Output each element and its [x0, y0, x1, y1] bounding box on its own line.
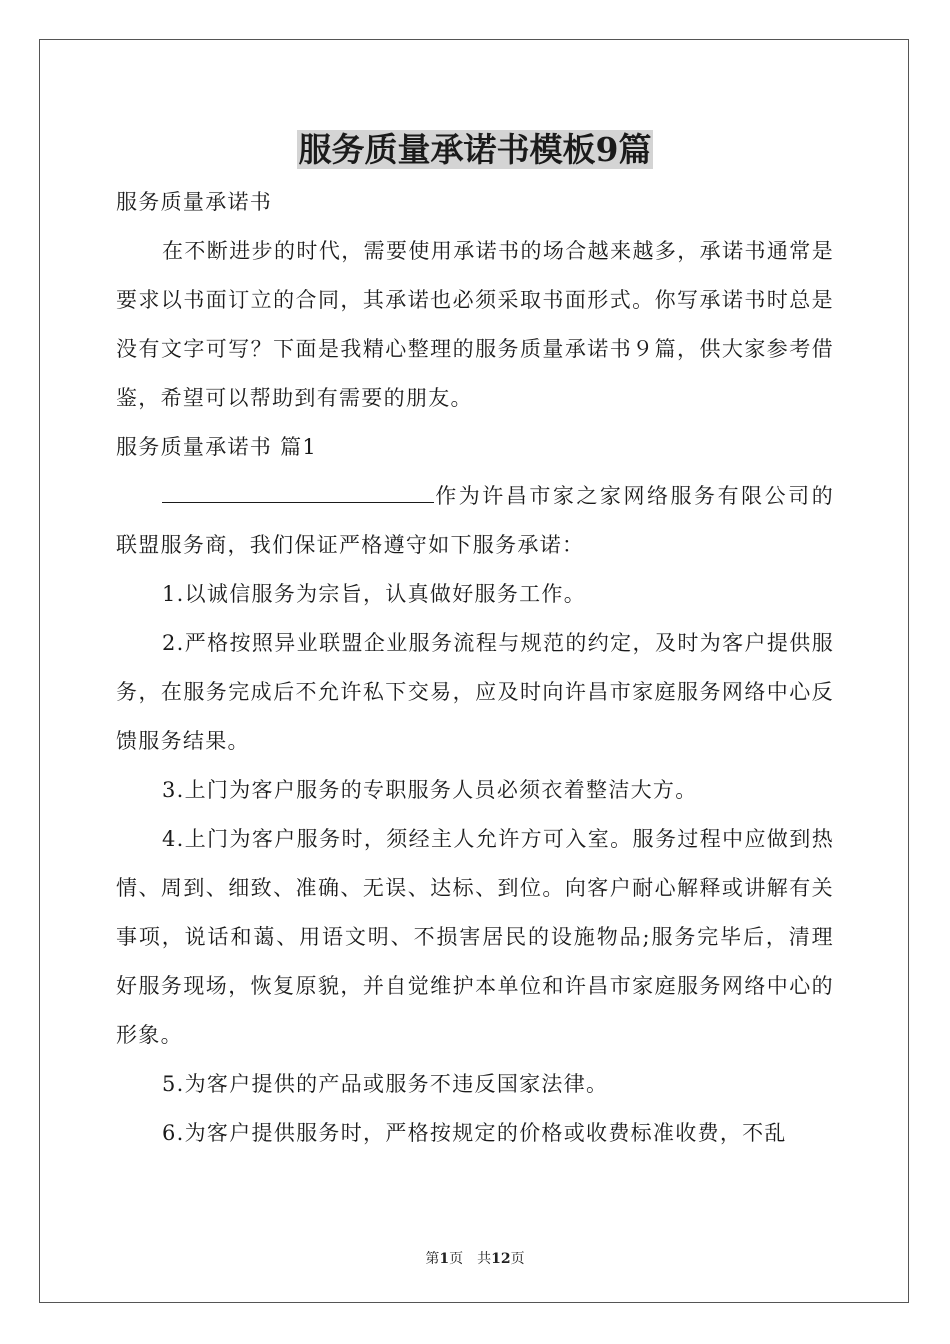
list-item-5: 5.为客户提供的产品或服务不违反国家法律。	[162, 1072, 609, 1096]
section-heading-1: 服务质量承诺书 篇1	[116, 435, 318, 459]
list-item-3: 3.上门为客户服务的专职服务人员必须衣着整洁大方。	[162, 778, 698, 802]
list-item-6: 6.为客户提供服务时，严格按规定的价格或收费标准收费，不乱	[162, 1121, 787, 1145]
footer-page-number: 1	[439, 1251, 450, 1267]
list-item-2: 2.严格按照异业联盟企业服务流程与规范的约定，及时为客户提供服务，在服务完成后不允许私下交易，应及时向许昌市家庭服务网络中心反馈服务结果。	[116, 631, 834, 753]
footer-page-prefix: 第	[425, 1251, 440, 1267]
blank-fill-line	[162, 474, 434, 503]
paragraph-preamble	[116, 472, 834, 570]
document-title-text: 服务质量承诺书模板9篇	[298, 130, 652, 169]
paragraph-intro: 在不断进步的时代，需要使用承诺书的场合越来越多，承诺书通常是要求以书面订立的合同，其承诺也必须采取书面形式。你写承诺书时总是没有文字可写？下面是我精心整理的服务质量承诺书９篇，供大家参考借鉴，希望可以帮助到有需要的朋友。	[116, 239, 834, 410]
paragraph-intro-heading: 服务质量承诺书	[116, 190, 273, 214]
document-body	[116, 178, 834, 1158]
paragraph-preamble-text: 作为许昌市家之家网络服务有限公司的联盟服务商，我们保证严格遵守如下服务承诺：	[116, 484, 834, 557]
page-footer	[0, 1248, 950, 1268]
list-item-1: 1.以诚信服务为宗旨，认真做好服务工作。	[162, 582, 587, 606]
footer-total-pages: 12	[491, 1251, 511, 1267]
footer-total-suffix: 页	[510, 1251, 525, 1267]
footer-page-suffix: 页	[449, 1251, 464, 1267]
footer-total-prefix: 共	[477, 1251, 492, 1267]
document-title	[0, 128, 950, 172]
list-item-4: 4.上门为客户服务时，须经主人允许方可入室。服务过程中应做到热情、周到、细致、准确、无误、达标、到位。向客户耐心解释或讲解有关事项，说话和蔼、用语文明、不损害居民的设施物品;服务完毕后，清理好服务现场，恢复原貌，并自觉维护本单位和许昌市家庭服务网络中心的形象。	[116, 827, 834, 1047]
